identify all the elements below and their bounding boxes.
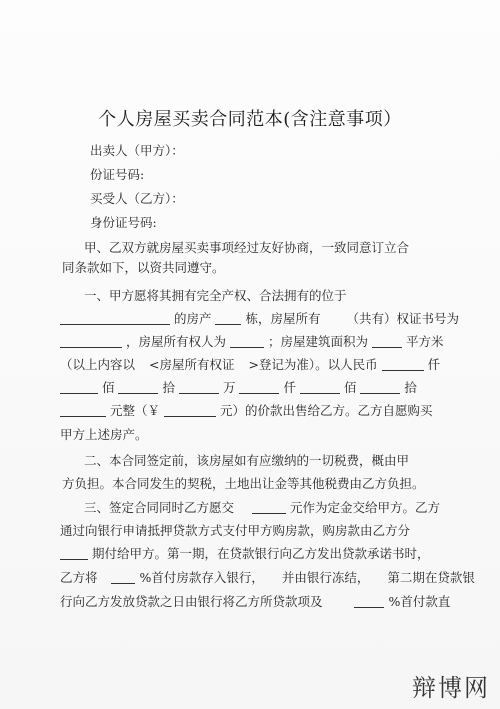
blank-field[interactable] xyxy=(239,381,279,394)
text-span: （以上内容以 xyxy=(60,357,136,372)
clause1-line-2 xyxy=(60,311,472,327)
blank-field[interactable] xyxy=(300,381,340,394)
blank-field[interactable] xyxy=(164,404,216,417)
intro-line-1: 甲、乙双方就房屋买卖事项经过友好协商，一致同意订立合 xyxy=(84,240,410,255)
text-span: 佰 xyxy=(101,380,115,395)
clause3-line-5 xyxy=(60,594,472,610)
text-span: 佰 xyxy=(343,380,357,395)
text-span: 元）的价款出售给乙方。乙方自愿购买 xyxy=(219,403,433,418)
clause1-line-3 xyxy=(60,334,472,350)
text-span: <房屋所有权证 xyxy=(148,357,235,372)
blank-field[interactable] xyxy=(382,358,424,371)
text-span: 元作为定金交给甲方。乙方 xyxy=(289,500,440,515)
text-span: ，房屋所有权人为 xyxy=(125,334,226,349)
text-span: 期付给甲方。第一期，在贷款银行向乙方发出贷款承诺书时， xyxy=(91,546,430,561)
clause1-line-1: 一、甲方愿将其拥有完全产权、合法拥有的位于 xyxy=(84,288,347,303)
text-span: 拾 xyxy=(162,380,175,395)
text-span: 乙方将 xyxy=(60,570,98,585)
blank-field[interactable] xyxy=(360,381,400,394)
text-span: 栋，房屋所有 xyxy=(245,311,321,326)
text-span: 拾 xyxy=(404,380,417,395)
text-span: >登记为准）。以人民币 xyxy=(248,357,378,372)
text-span: 仟 xyxy=(283,380,296,395)
text-span: %首付款直 xyxy=(388,594,451,609)
clause3-line-2: 通过向银行申请抵押贷款方式支付甲方购房款，购房款由乙方分 xyxy=(60,523,411,538)
buyer-label: 买受人（乙方）： xyxy=(90,191,184,206)
intro-line-2: 同条款如下，以资共同遵守。 xyxy=(62,260,225,275)
blank-field[interactable] xyxy=(230,335,264,348)
text-span: 的房产 xyxy=(173,311,212,326)
seller-label: 出卖人（甲方）： xyxy=(90,143,184,158)
clause1-line-6 xyxy=(60,403,472,419)
document-title: 个人房屋买卖合同范本(含注意事项） xyxy=(98,109,402,130)
text-span: ；房屋建筑面积为 xyxy=(267,334,368,349)
seller-id-label: 份证号码: xyxy=(90,167,145,182)
clause3-line-1 xyxy=(84,500,472,516)
blank-field[interactable] xyxy=(60,547,88,560)
blank-field[interactable] xyxy=(60,312,170,325)
blank-field[interactable] xyxy=(60,404,106,417)
text-span: 并由银行冻结， xyxy=(281,570,370,585)
text-span: （共有）权证书号为 xyxy=(346,311,459,326)
text-span: 三、签定合同同时乙方愿交 xyxy=(84,500,235,515)
blank-field[interactable] xyxy=(60,381,98,394)
blank-field[interactable] xyxy=(215,312,241,325)
blank-field[interactable] xyxy=(354,595,384,608)
text-span: 平方米 xyxy=(405,334,444,349)
blank-field[interactable] xyxy=(252,501,286,514)
clause3-line-4 xyxy=(60,570,475,586)
text-span: 仟 xyxy=(427,357,441,372)
text-span: 元整（￥ xyxy=(109,403,160,418)
text-span: 第二期在贷款银 xyxy=(387,570,475,585)
blank-field[interactable] xyxy=(179,381,219,394)
clause1-line-4 xyxy=(60,357,472,373)
clause3-line-3 xyxy=(60,546,472,562)
watermark-logo: 辩博网 xyxy=(412,674,490,702)
text-span: %首付房款存入银行， xyxy=(139,570,264,585)
text-span: 行向乙方发放贷款之日由银行将乙方所贷款项及 xyxy=(60,594,323,609)
blank-field[interactable] xyxy=(111,571,135,584)
blank-field[interactable] xyxy=(60,335,122,348)
clause1-line-7: 甲方上述房产。 xyxy=(60,427,148,442)
blank-field[interactable] xyxy=(372,335,402,348)
buyer-id-label: 身份证号码: xyxy=(90,215,157,230)
clause2-line-1: 二、本合同签定前，该房屋如有应缴纳的一切税费，概由甲 xyxy=(84,453,410,468)
blank-field[interactable] xyxy=(118,381,158,394)
clause2-line-2: 方负担。本合同发生的契税，土地出让金等其他税费由乙方负担。 xyxy=(62,476,425,491)
text-span: 万 xyxy=(222,380,236,395)
clause1-line-5 xyxy=(60,380,472,396)
